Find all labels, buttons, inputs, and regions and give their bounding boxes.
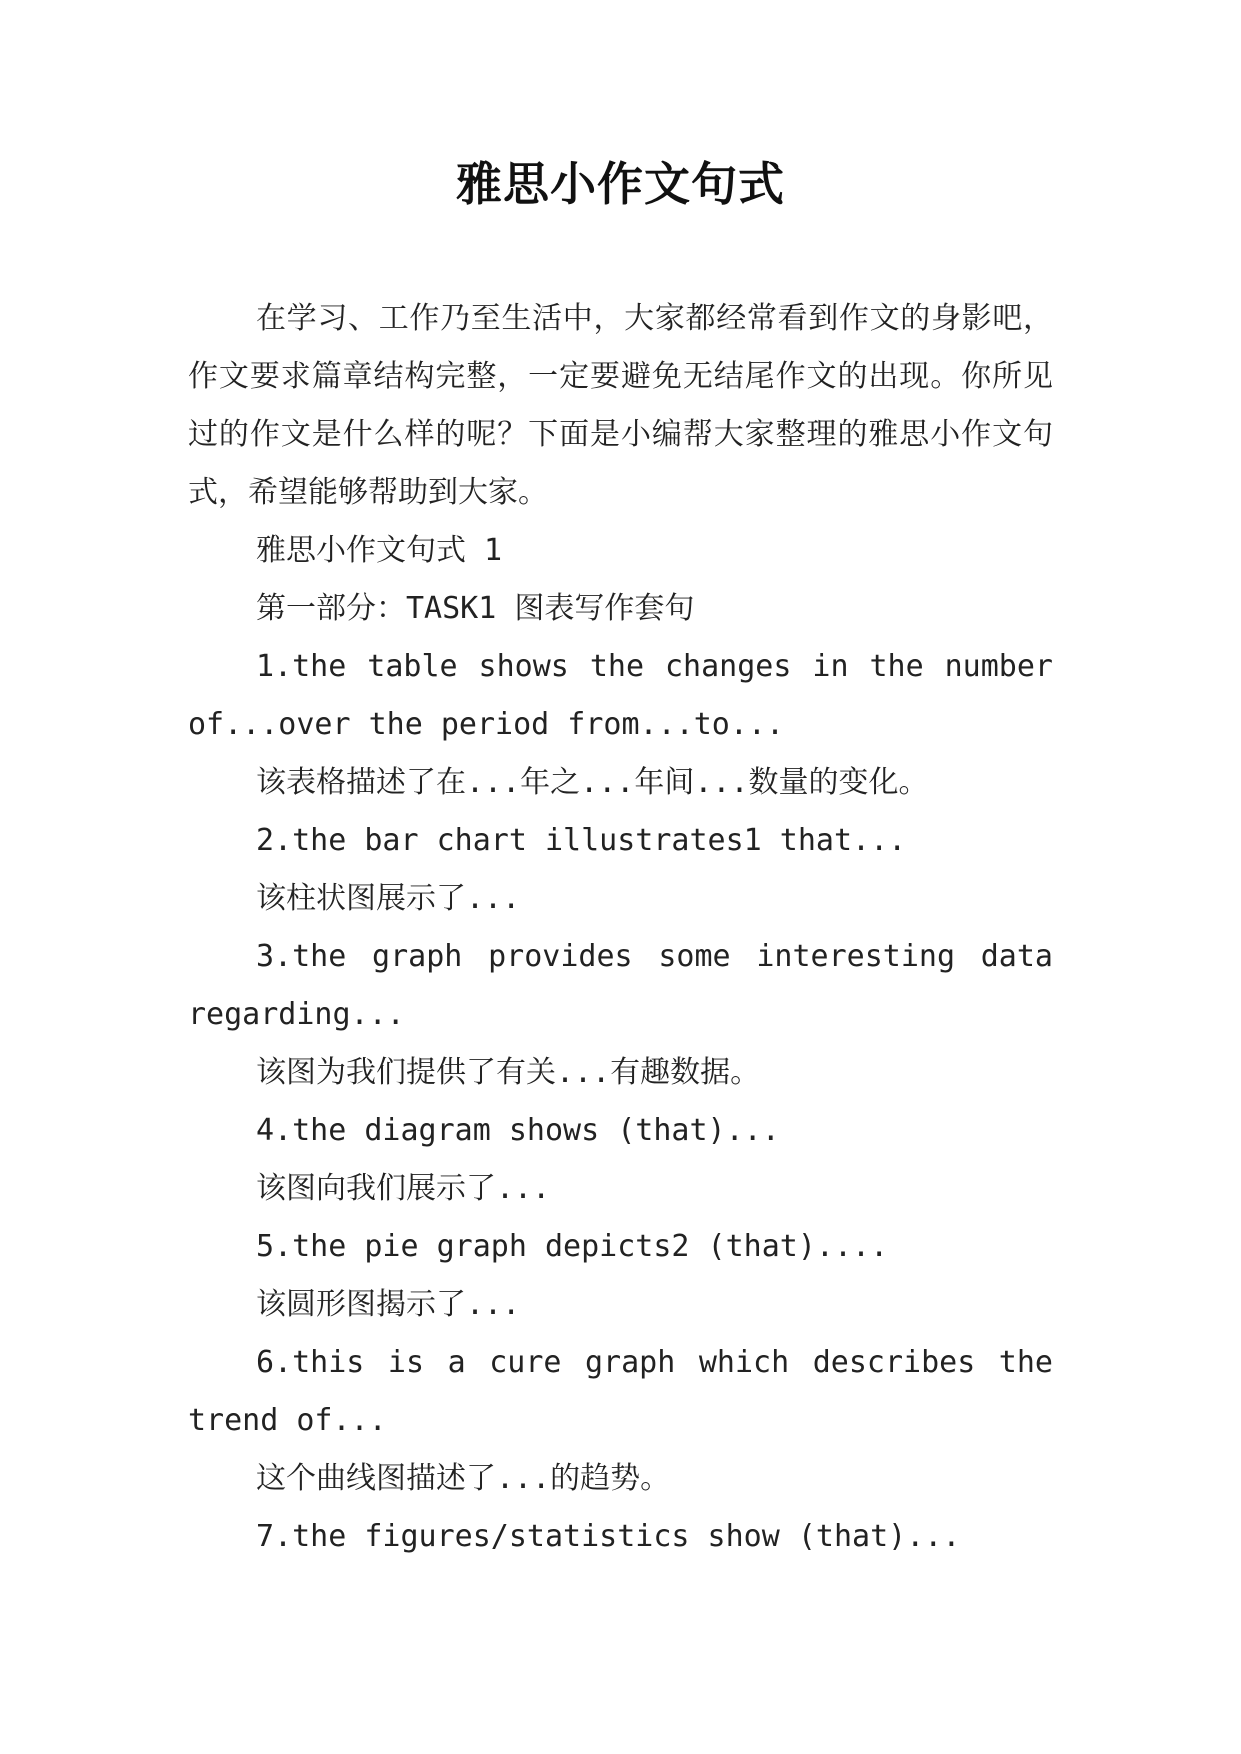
item-6-en: 6.this is a cure graph which describes the trend of... [188,1345,1053,1438]
item-3-zh: 该图为我们提供了有关...有趣数据。 [256,1055,761,1090]
item-1-en: 1.the table shows the changes in the number of...over the period from...to... [188,649,1053,742]
item-5-en: 5.the pie graph depicts2 (that).... [256,1229,889,1264]
item-2-en: 2.the bar chart illustrates1 that... [256,823,907,858]
part-heading: 第一部分：TASK1 图表写作套句 [256,591,695,626]
item-5-zh: 该圆形图揭示了... [256,1287,521,1322]
item-6-zh: 这个曲线图描述了...的趋势。 [256,1461,671,1496]
item-1-zh: 该表格描述了在...年之...年间...数量的变化。 [256,765,929,800]
intro-paragraph: 在学习、工作乃至生活中，大家都经常看到作文的身影吧，作文要求篇章结构完整，一定要避免无结尾作文的出现。你所见过的作文是什么样的呢？下面是小编帮大家整理的雅思小作文句式，希望能够帮助到大家。 [188,301,1053,510]
document-title: 雅思小作文句式 [456,157,785,211]
item-3-en: 3.the graph provides some interesting data regarding... [188,939,1053,1032]
document-body [188,290,1053,1566]
section-heading: 雅思小作文句式 1 [256,533,503,568]
item-4-en: 4.the diagram shows (that)... [256,1113,780,1148]
item-4-zh: 该图向我们展示了... [256,1171,551,1206]
item-7-en: 7.the figures/statistics show (that)... [256,1519,961,1554]
item-2-zh: 该柱状图展示了... [256,881,521,916]
